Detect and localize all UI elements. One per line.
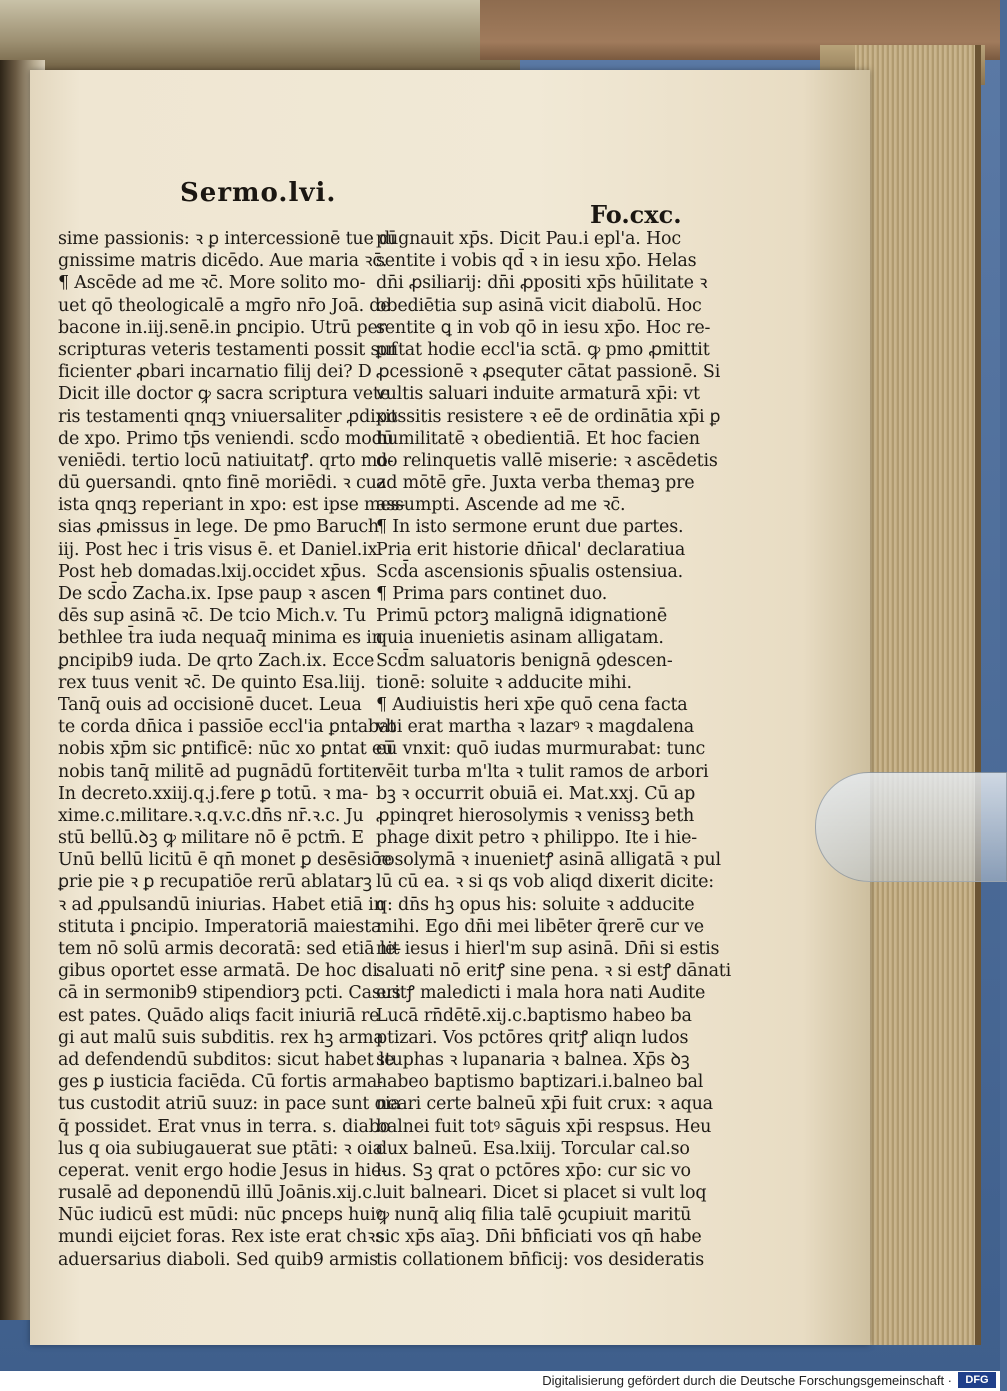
text-line: iij. Post hec i t̄ris visus ē. et Daniel.ix. <box>58 539 383 560</box>
text-line: Dicit ille doctor ꝙ sacra scriptura vete <box>58 384 390 405</box>
text-line: lus. Sꝫ qrat o pctōres xp̄o: cur sic vo <box>376 1160 691 1181</box>
text-line: ptizari. Vos pctōres qritꝭ aliqn ludos <box>376 1027 689 1048</box>
text-line: est pates. Quādo aliqs facit iniuriā re <box>58 1005 380 1026</box>
text-line: ceperat. venit ergo hodie Jesus in hie- <box>58 1160 387 1181</box>
text-line: uet qō theologicalē a mgr̄o nr̄o Joā. de <box>58 295 391 316</box>
text-line: lū cū ea. ꝛ si qs vob aliqd dixerit dicite: <box>376 872 714 893</box>
text-line: Primū pctorꝫ malignā idignationē <box>376 606 667 627</box>
text-line: obediētia sup asinā vicit diabolū. Hoc <box>376 295 702 316</box>
text-line: q: dn̄s hꝫ opus his: soluite ꝛ adducite <box>376 894 695 915</box>
text-line: Scd̄m saluatoris benignā ꝯdescen- <box>376 650 673 671</box>
page-block-fore-edge <box>855 45 981 1345</box>
text-line: dēs sup asinā ꝛc̄. De tcio Mich.v. Tu <box>58 606 366 627</box>
text-line: nobis xp̄m sic ꝑntificē: nūc xo ꝑntat eū <box>58 739 394 760</box>
text-line: cā in sermonib9 stipendiorꝫ pcti. Casus <box>58 983 401 1004</box>
text-line: eū vnxit: quō iudas murmurabat: tunc <box>376 739 706 760</box>
text-line: phage dixit petro ꝛ philippo. Ite i hie- <box>376 828 697 849</box>
text-line: Pria erit historie dn̄ical' declaratiua <box>376 539 686 560</box>
text-line: De scd̄o Zacha.ix. Ipse paup ꝛ ascen <box>58 584 371 604</box>
text-line: mihi. Ego dn̄i mei libēter q̄rerē cur ve <box>376 916 704 937</box>
text-line: ꝙ nunq̄ aliq filia talē ꝯcupiuit maritū <box>376 1205 692 1226</box>
text-line: neari certe balneū xp̄i fuit crux: ꝛ aqua <box>376 1094 713 1115</box>
text-line: sime passionis: ꝛ ꝑ intercessionē tue dī <box>58 229 396 249</box>
text-line: sic xp̄s aīaꝫ. Dn̄i bn̄ficiati vos qn̄ habe <box>376 1227 702 1248</box>
text-line: humilitatē ꝛ obedientiā. Et hoc facien <box>376 428 700 449</box>
text-line: ris testamenti qnqꝫ vniuersaliter ꝓdixit <box>58 406 398 427</box>
text-line: rex tuus venit ꝛc̄. De quinto Esa.liij. <box>58 672 366 693</box>
text-line: vēit turba m'lta ꝛ tulit ramos de arbori <box>376 761 709 782</box>
text-line: gnissime matris dicēdo. Aue maria ꝛc̄. <box>58 251 388 272</box>
text-line: te corda dn̄ica i passiōe eccl'ia ꝑntabat <box>58 717 397 738</box>
text-line: rusalē ad deponendū illū Joānis.xij.c. <box>58 1183 378 1204</box>
text-line: scripturas veteris testamenti possit suf <box>58 339 397 360</box>
text-line: assumpti. Ascende ad me ꝛc̄. <box>376 495 626 516</box>
text-line: Scd̄a ascensionis sp̄ualis ostensiua. <box>376 561 684 582</box>
text-line: bꝫ ꝛ occurrit obuiā ei. Mat.xxj. Cū ap <box>376 783 696 804</box>
text-line: ꝑncipib9 iuda. De qrto Zach.ix. Ecce <box>58 650 375 671</box>
text-line: vbi erat martha ꝛ lazarꝰ ꝛ magdalena <box>376 717 695 738</box>
text-line: saluati nō eritꝭ sine pena. ꝛ si estꝭ dānati <box>376 961 732 982</box>
text-line: tionē: soluite ꝛ adducite mihi. <box>376 672 632 693</box>
text-line: ad mōtē gr̄e. Juxta verba themaꝫ pre <box>376 473 695 494</box>
text-line: Unū bellū licitū ē qn̄ monet ꝑ desēsiōe <box>58 850 392 871</box>
text-line: ista qnqꝫ reperiant in xpo: est ipse mes- <box>58 495 406 516</box>
digitization-credit: Digitalisierung gefördert durch die Deutsche Forschungsgemeinschaft · <box>542 1373 952 1388</box>
text-line: eritꝭ maledicti i mala hora nati Audite <box>376 983 706 1004</box>
text-line: nit iesus i hierl'm sup asinā. Dn̄i si estis <box>376 939 720 959</box>
text-line: pugnauit xp̄s. Dicit Pau.i epl'a. Hoc <box>376 229 681 249</box>
text-line: veniēdi. tertio locū natiuitatꝭ. qrto mo- <box>58 450 394 471</box>
folio-number: Fo.cxc. <box>590 200 682 229</box>
text-line: possitis resistere ꝛ eē de ordinātia xp̄i ꝑ <box>376 406 721 427</box>
text-line: ad defendendū subditos: sicut habet le <box>58 1049 395 1070</box>
text-line: dux balneū. Esa.lxiij. Torcular cal.so <box>376 1138 690 1159</box>
text-line: dū ꝯuersandi. qnto finē moriēdi. ꝛ cuz <box>58 473 386 494</box>
text-line: bacone in.iij.senē.in ꝑncipio. Utrū per <box>58 317 386 338</box>
page-clamp <box>815 772 1007 882</box>
text-line: gibus oportet esse armatā. De hoc di- <box>58 961 384 982</box>
text-line: ¶ In isto sermone erunt due partes. <box>376 517 684 538</box>
text-line: stū bellū.ꝺꝫ ꝙ militare nō ē pctm̄. E <box>58 828 364 849</box>
text-line: In decreto.xxiij.q.j.fere ꝑ totū. ꝛ ma- <box>58 783 369 804</box>
text-line: tus custodit atriū suuz: in pace sunt oia <box>58 1094 401 1115</box>
text-line: stituta i ꝑncipio. Imperatoriā maiesta <box>58 916 382 937</box>
text-line: Post heb domadas.lxij.occidet xp̄us. <box>58 561 367 582</box>
text-line: ¶ Prima pars continet duo. <box>376 584 608 604</box>
dfg-logo: DFG <box>958 1372 996 1388</box>
text-line: nobis tanq̄ militē ad pugnādū fortiter <box>58 761 380 782</box>
text-line: quia inuenietis asinam alligatam. <box>376 628 664 649</box>
text-line: ¶ Audiuistis heri xp̄e quō cena facta <box>376 694 688 715</box>
text-line: tis collationem bn̄ficij: vos desideratis <box>376 1249 704 1270</box>
text-line: mundi eijciet foras. Rex iste erat chꝛs <box>58 1227 384 1248</box>
text-line: sias ꝓmissus in lege. De pmo Baruch <box>58 517 379 538</box>
text-line: sentite ꝗ in vob qō in iesu xp̄o. Hoc re- <box>376 317 711 338</box>
text-line: q̄ possidet. Erat vnus in terra. s. diabo <box>58 1116 391 1137</box>
text-line: de xpo. Primo tp̄s veniendi. scd̄o modū <box>58 428 394 449</box>
running-header-left: Sermo.lvi. <box>180 178 337 208</box>
text-line: ꝓpinqret hierosolymis ꝛ venissꝫ beth <box>376 805 695 826</box>
text-line: tem nō solū armis decoratā: sed etiā le- <box>58 939 401 959</box>
text-line: ꝑrie pie ꝛ ꝑ recupatiōe rerū ablatarꝫ <box>58 872 372 893</box>
text-line: Lucā rn̄dētē.xij.c.baptismo habeo ba <box>376 1005 692 1026</box>
text-line: sentite i vobis qd̄ ꝛ in iesu xp̄o. Helas <box>376 251 697 272</box>
text-line: xime.c.militare.ꝛ.q.v.c.dn̄s nr̄.ꝛ.c. Ju <box>58 805 364 826</box>
text-line: gi aut malū suis subditis. rex hꝫ arma <box>58 1027 384 1048</box>
text-line: rosolymā ꝛ inuenietꝭ asinā alligatā ꝛ pul <box>376 850 721 871</box>
text-line: stuphas ꝛ lupanaria ꝛ balnea. Xp̄s ꝺꝫ <box>376 1049 690 1070</box>
text-line: ¶ Ascēde ad me ꝛc̄. More solito mo- <box>58 273 366 294</box>
text-line: lus q oia subiugauerat sue ptāti: ꝛ oia <box>58 1138 383 1159</box>
text-line: ges ꝑ iusticia faciēda. Cū fortis arma- <box>58 1072 383 1093</box>
text-line: ficienter ꝓbari incarnatio filij dei? D <box>58 362 372 383</box>
text-line: Tanq̄ ouis ad occisionē ducet. Leua <box>58 694 362 715</box>
book-top-edge <box>0 0 520 75</box>
text-line: vultis saluari induite armaturā xp̄i: vt <box>376 384 700 405</box>
text-line: habeo baptismo baptizari.i.balneo bal <box>376 1072 704 1093</box>
text-line: Nūc iudicū est mūdi: nūc ꝑnceps huiꝰ <box>58 1205 383 1226</box>
text-column-left <box>58 228 406 1271</box>
text-line: balnei fuit totꝰ sāguis xp̄i respsus. Heu <box>376 1116 712 1137</box>
text-line: aduersarius diaboli. Sed quib9 armis <box>58 1249 378 1270</box>
text-line: do relinquetis vallē miserie: ꝛ ascēdetis <box>376 450 718 471</box>
text-line: dn̄i ꝓsiliarij: dn̄i ꝓpositi xp̄s hūilitate ꝛ <box>376 273 708 294</box>
text-line: bethlee t̄ra iuda nequaq̄ minima es in <box>58 628 383 649</box>
text-line: ꝑntat hodie eccl'ia sctā. ꝙ pmo ꝓmittit <box>376 339 710 360</box>
text-column-right <box>376 228 732 1271</box>
text-line: luit balneari. Dicet si placet si vult loq <box>376 1183 707 1204</box>
text-line: ꝓcessionē ꝛ ꝓsequter cātat passionē. Si <box>376 362 721 383</box>
text-line: ꝛ ad ꝓpulsandū iniurias. Habet etiā in <box>58 894 385 915</box>
